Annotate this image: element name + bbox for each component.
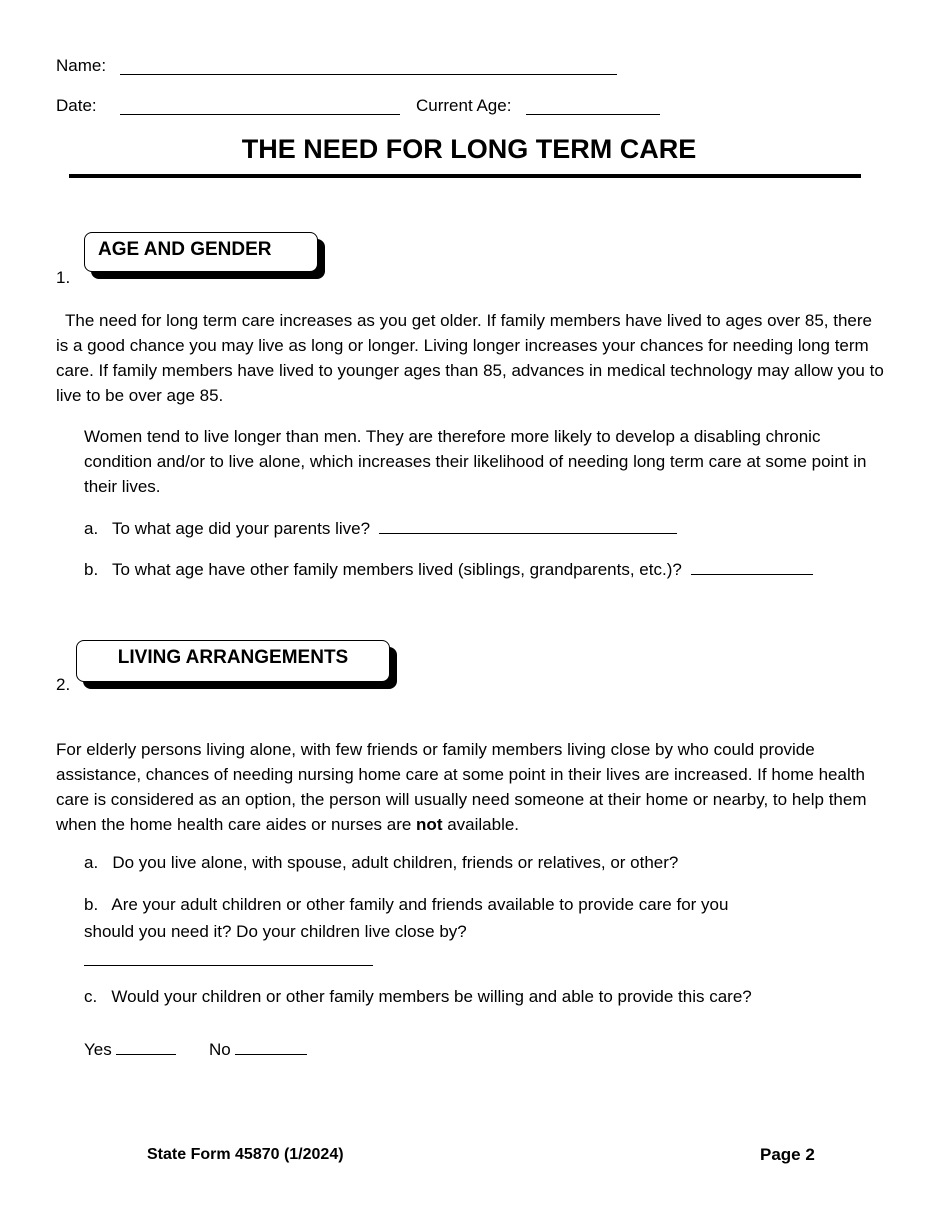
section1-question-a — [84, 515, 677, 539]
page-title: THE NEED FOR LONG TERM CARE — [241, 134, 697, 164]
section1-paragraph1: The need for long term care increases as you get older. If family members have lived to ages over 85, there is a good chance you may live as long or longer. Living longer increases your chances for needing long term care. If family members have lived to younger ages than 85, advances in medical technology may allow you to live to be over age 85. — [56, 311, 884, 405]
yes-option — [84, 1036, 176, 1060]
current-age-label: Current Age: — [416, 96, 512, 115]
section2-question-c: c. Would your children or other family members be willing and able to provide this care? — [84, 987, 752, 1006]
current-age-field[interactable] — [526, 96, 660, 115]
section2-number: 2. — [56, 675, 71, 694]
section2-paragraph-end: available. — [442, 815, 520, 834]
title-divider — [69, 174, 861, 178]
yes-field[interactable] — [116, 1036, 176, 1055]
yes-label: Yes — [84, 1040, 112, 1059]
name-label: Name: — [56, 56, 107, 75]
date-label: Date: — [56, 96, 97, 115]
section1-heading: AGE AND GENDER — [98, 239, 272, 260]
children-nearby-field[interactable] — [84, 947, 373, 966]
section2-paragraph-emphasis: not — [416, 815, 443, 834]
section2-heading: LIVING ARRANGEMENTS — [117, 647, 349, 668]
section1-question-b — [84, 556, 813, 580]
section2-paragraph — [56, 737, 886, 837]
section2-heading-box — [76, 640, 390, 682]
question-b-text: b. To what age have other family members lived (siblings, grandparents, etc.)? — [84, 560, 682, 579]
family-age-field[interactable] — [691, 556, 813, 575]
name-field-row — [56, 56, 106, 76]
date-field[interactable] — [120, 96, 400, 115]
section2-question-a: a. Do you live alone, with spouse, adult children, friends or relatives, or other? — [84, 853, 679, 872]
section2-question-b-line2: should you need it? Do your children live close by? — [84, 922, 467, 941]
form-id: State Form 45870 (1/2024) — [147, 1146, 344, 1163]
no-option — [209, 1036, 307, 1060]
name-field[interactable] — [120, 56, 617, 75]
no-label: No — [209, 1040, 231, 1059]
section2-paragraph-text: For elderly persons living alone, with few friends or family members living close by who could provide assistance, chances of needing nursing home care at some point in their lives are increased. If home health care is considered as an option, the person will usually need someone at their home or nearby, to help them when the home health care aides or nurses are — [56, 740, 867, 834]
section1-heading-box — [84, 232, 318, 272]
no-field[interactable] — [235, 1036, 307, 1055]
section2-question-b-line1: b. Are your adult children or other family and friends available to provide care for you — [84, 895, 729, 914]
question-a-text: a. To what age did your parents live? — [84, 519, 371, 538]
section1-paragraph2: Women tend to live longer than men. They are therefore more likely to develop a disabling chronic condition and/or to live alone, which increases their likelihood of needing long term care at some point in their lives. — [84, 427, 867, 496]
page-number: Page 2 — [760, 1145, 815, 1164]
parents-age-field[interactable] — [379, 515, 677, 534]
section1-number: 1. — [56, 268, 71, 287]
